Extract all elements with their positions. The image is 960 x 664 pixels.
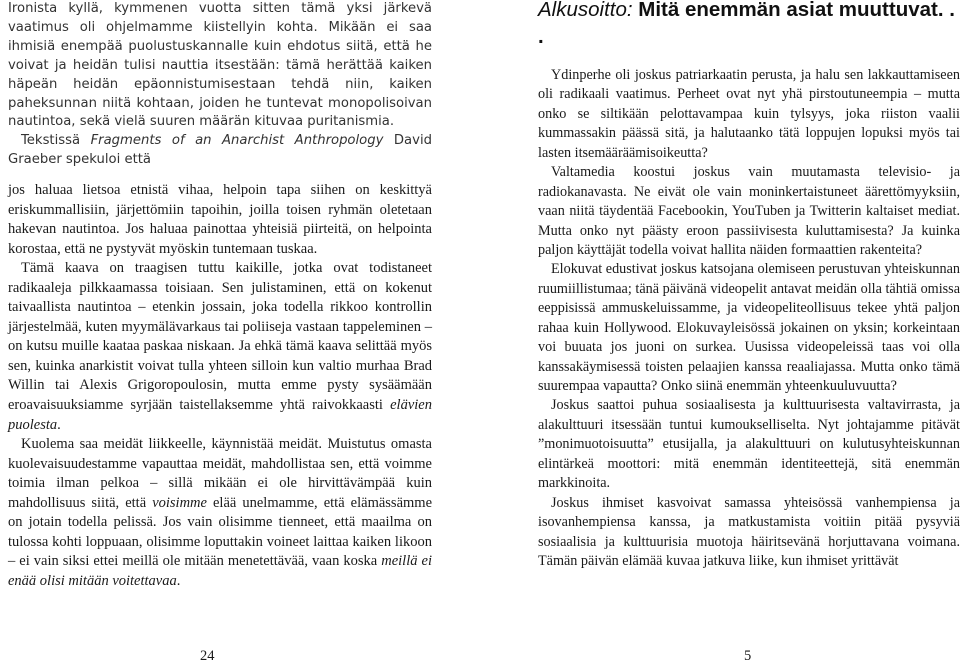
left-serif-block (8, 181, 432, 591)
right-paragraph-4: Joskus saattoi puhua sosiaalisesta ja kulttuurisesta valtavirrasta, ja alakulttuuri itsessään tuntui kumoukselliselta. Nyt johtajamme pitävät ”monimuotoisuutta” etusijalla, ja alakulttuuri on kulutusyhteiskunnan elintärkeä moottori: mitä enemmän identiteettejä, sitä enemmän markkinoita. (538, 397, 960, 492)
right-body (538, 66, 960, 571)
left-paragraph-4 (8, 435, 432, 591)
right-paragraph-1: Ydinperhe oli joskus patriarkaatin perusta, ja halu sen lakkauttamiseen oli radikaali vaatimus. Perheet ovat nyt yhä pirstoutuneempia – mutta onko se siltikään pelottavampaa kuin tylsyys, joka riiston vaalii kummassakin päässä sitä, ja halutaanko tätä loppujen lopuksi myös tai lasten itsemääräämisoikeutta? (538, 67, 960, 161)
right-paragraph-3: Elokuvat edustivat joskus katsojana olemiseen perustuvan yhteiskunnan ruumiillistumaa; tänä päivänä videopelit antavat meidän olla tähtiä omissa eeppisissä ammuskeluissamme, ja videopeliteollisuus tekee yhtä paljon rahaa kuin Hollywood. Elokuvayleisössä jokainen on yksin; korkeintaan voi buuata jos juoni on surkea. Uusissa videopeleissä taas voi olla kanssakäymisessä toisten pelaajien kanssa reaaliajassa. Mutta onko tämä suurempaa vapautta? Onko siinä enemmän yhteenkuuluvuutta? (538, 261, 960, 394)
right-paragraph-2: Valtamedia koostui joskus vain muutamasta televisio- ja radiokanavasta. Ne eivät ole vain moninkertaistuneet äärettömyyksiin, vaan niitä täydentää Facebookin, YouTuben ja Twitterin kaltaiset mediat. Mutta onko nyt päästy eroon passiivisesta kuluttamisesta? Ja kuinka paljon käyttäjät todella voivat hallita näiden formaattien rakenteita? (538, 164, 960, 258)
left-page (8, 0, 433, 589)
text-run: elää unelmamme, että elämässämme on jotain todella pelissä. Jos vain olisimme tienneet, että maailma on tulossa kohti loppuaan, olisimme loputtakin voineet laittaa kaiken likoon – ei vain siksi ettei meillä ole mitään menetettävää, vaan koska (8, 494, 433, 570)
italic-phrase: elävien puolesta (8, 397, 432, 433)
block-quote: jos haluaa lietsoa etnistä vihaa, helpoin tapa siihen on keskittyä eriskummallisiin, järjettömiin tapoihin, joilla toisen ryhmän oletetaan hakevan nautintoa. Jos haluaa painottaa yhteisiä piirteitä, on helpointa korostaa, että ne pystyvät myöskin tuntemaan tuskaa. (8, 182, 432, 257)
text-run: Kuolema saa meidät liikkeelle, käynnistää meidät. Muistutus omasta kuolevaisuudestamme vapauttaa meidät, mahdollistaa sen, että voimme toimia ilman pelkoa – sillä mikään ei ole hirvittävämpää kuin mahdollisuus siitä, että (8, 436, 432, 511)
chapter-heading (538, 0, 960, 50)
page-number-right: 5 (744, 648, 752, 664)
heading-title: Mitä enemmän asiat muuttuvat. . . (538, 0, 955, 48)
text-run: . (176, 572, 181, 589)
page-number-left: 24 (200, 648, 215, 664)
italic-word: voisimme (152, 494, 207, 511)
left-paragraph-1: Ironista kyllä, kymmenen vuotta sitten tämä yksi järkevä vaatimus oli ohjelmamme kiistellyin kohta. Mikään ei saa ihmisiä enempää puolustuskannalle kuin ehdotus siitä, että he voivat ja heidän tulisi nauttia itsestään: tämä herättää kaiken häpeän heidän epäonnistumisestaan tehdä niin, kaiken paheksunnan niitä kohtaan, joiden he tuntevat monopolisoivan nautintoa, sekä vielä suuren määrän kituvaa puritanismia. (8, 1, 432, 130)
text-run: Tekstissä (21, 133, 91, 149)
right-paragraph-5: Joskus ihmiset kasvoivat samassa yhteisössä vanhempiensa ja isovanhempiensa kanssa, ja matkustamista voitiin pitää pysyviä sosiaalisia ja kulttuurisia muotoja häiritsevänä horjuttavana voimana. Tämän päivän elämää kuvaa jatkuva liike, kun ihmiset yrittävät (538, 494, 960, 569)
italic-phrase: meillä ei enää olisi mitään voitettavaa (8, 553, 432, 589)
text-run: . (57, 416, 61, 433)
text-run: David Graeber spekuloi että (8, 133, 432, 168)
heading-italic: Alkusoitto: (538, 0, 633, 21)
left-paragraph-3 (8, 259, 432, 435)
left-paragraph-2 (8, 132, 432, 170)
book-title: Fragments of an Anarchist Anthropology (90, 133, 384, 149)
text-run: Tämä kaava on traagisen tuttu kaikille, jotka ovat todistaneet radikaaleja pilkkaamassa toisiaan. Sen julistaminen, että on kokenut taivaallista nautintoa – etenkin jossain, joka todella rikkoo kontrollin järjestelmää, kuten myymälävarkaus tai poliiseja vastaan tappeleminen – on kutsu muille kaataa paskaa niskaan. Ja ehkä tämä kaava selittää myös sen, kuinka anarkistit voivat tulla yhteen silloin kun valtio murhaa Brad Willin tai Alexis Grigoropoulosin, mutta emme pysty sysäämään eroavaisuuksiamme syrjään taistellaksemme yhtä raivokkaasti (8, 260, 432, 414)
